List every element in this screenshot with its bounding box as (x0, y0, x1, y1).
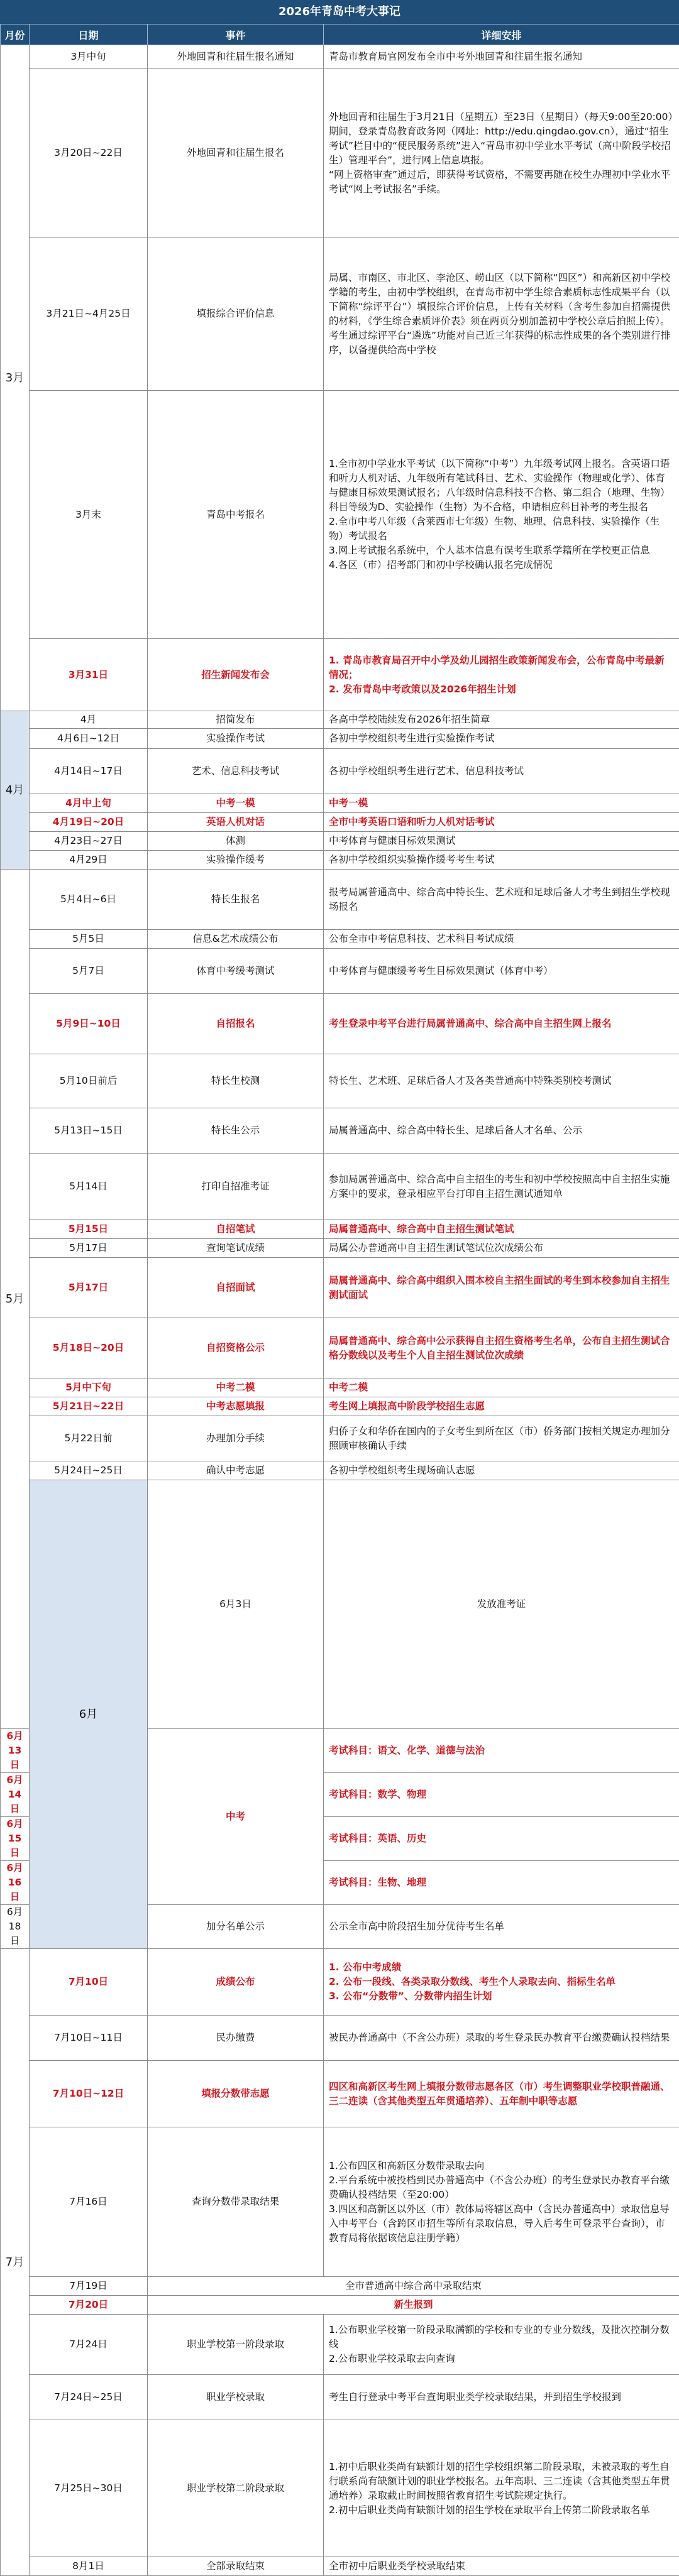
event-cell: 艺术、信息科技考试 (148, 749, 324, 794)
date-cell: 6月14日 (1, 1773, 30, 1817)
event-cell: 信息&艺术成绩公布 (148, 930, 324, 949)
event-cell: 填报综合评价信息 (148, 237, 324, 391)
detail-cell: 考生登录中考平台进行局属普通高中、综合高中自主招生网上报名 (324, 994, 679, 1054)
date-cell: 7月10日 (30, 1949, 148, 2016)
table-row (1, 2296, 679, 2315)
detail-cell: 各初中学校组织考生进行艺术、信息科技考试 (324, 749, 679, 794)
table-row (1, 749, 679, 794)
table-row (1, 1397, 679, 1416)
detail-cell: 1.公布四区和高新区分数带录取去向 2.平台系统中被投档到民办普通高中（不含公办班）的考生登录民办教育平台缴费确认投档结果（至20:00） 3.四区和高新区以外区（市）教体局将辖区高中（含民办普通高中）录取信息导入中考平台（含跨区市招生等所有录取信息，导入后考生可登录平台查询），市教育局将依据该信息注册学籍） (324, 2127, 679, 2277)
table-row (1, 1416, 679, 1461)
detail-cell: 考试科目：语文、化学、道德与法治 (324, 1729, 679, 1773)
date-cell: 3月中旬 (30, 45, 148, 69)
event-cell: 自招面试 (148, 1258, 324, 1318)
detail-cell: 四区和高新区考生网上填报分数带志愿各区（市）考生调整职业学校职普融通、三二连读（含其他类型五年贯通培养）、五年制中职等志愿 (324, 2061, 679, 2127)
event-cell: 加分名单公示 (148, 1905, 324, 1949)
detail-cell: 考试科目：生物、地理 (324, 1861, 679, 1905)
date-cell: 4月中上旬 (30, 794, 148, 813)
detail-cell: 1.初中后职业类尚有缺额计划的招生学校组织第二阶段录取，未被录取的考生自行联系尚有缺额计划的职业学校报名。五年高职、三二连读（含其他类型五年贯通培养）录取截止时间按照省教育招生考试院规定执行。 2.初中后职业类尚有缺额计划的招生学校在录取平台上传第二阶段录取名单 (324, 2420, 679, 2557)
event-cell: 职业学校录取 (148, 2375, 324, 2420)
date-cell: 3月20日~22日 (30, 69, 148, 237)
table-row (1, 930, 679, 949)
detail-cell: 考试科目：数学、物理 (324, 1773, 679, 1817)
event-cell: 办理加分手续 (148, 1416, 324, 1461)
date-cell: 4月23日~27日 (30, 832, 148, 851)
detail-cell: 中考体育与健康缓考考生目标效果测试（体育中考） (324, 949, 679, 994)
date-cell: 5月9日~10日 (30, 994, 148, 1054)
date-cell: 3月21日~4月25日 (30, 237, 148, 391)
detail-cell: 全市初中后职业类学校录取结束 (324, 2557, 679, 2576)
table-row (1, 69, 679, 237)
date-cell: 3月31日 (30, 639, 148, 711)
header-date: 日期 (30, 25, 148, 45)
date-cell: 7月10日~11日 (30, 2016, 148, 2061)
date-cell: 4月29日 (30, 851, 148, 870)
table-row (1, 711, 679, 729)
month-cell: 5月 (1, 870, 30, 1729)
date-cell: 4月6日~12日 (30, 729, 148, 749)
event-cell: 填报分数带志愿 (148, 2061, 324, 2127)
table-row (1, 1154, 679, 1220)
merged-cell: 全市普通高中综合高中录取结束 (148, 2277, 679, 2296)
table-row (1, 391, 679, 639)
event-cell-exam: 中考 (148, 1729, 324, 1905)
detail-cell: 局属普通高中、综合高中公示获得自主招生资格考生名单，公布自主招生测试合格分数线以及考生个人自主招生测试位次成绩 (324, 1318, 679, 1378)
event-cell: 发放准考证 (324, 1480, 679, 1729)
table-row (1, 45, 679, 69)
event-cell: 体育中考缓考测试 (148, 949, 324, 994)
event-cell: 民办缴费 (148, 2016, 324, 2061)
table-row (1, 237, 679, 391)
table-row (1, 794, 679, 813)
detail-cell: 1.全市初中学业水平考试（以下简称“中考”）九年级考试网上报名。含英语口语和听力人机对话、九年级所有笔试科目、艺术、实验操作（物理或化学）、体育与健康目标效果测试报名；八年级时信息科技不合格、第二组合（地理、生物）科目等级为D、实验操作（生物）为不合格，申请相应科目补考的考生报名 2.全市中考八年级（含莱西市七年级）生物、地理、信息科技、实验操作（生物）考试报名 3.网上考试报名系统中，个人基本信息有误考生联系学籍所在学校更正信息 4.各区（市）招考部门和初中学校确认报名完成情况 (324, 391, 679, 639)
event-cell: 职业学校第二阶段录取 (148, 2420, 324, 2557)
date-cell: 8月1日 (30, 2557, 148, 2576)
table-row (1, 813, 679, 832)
event-cell: 中考一模 (148, 794, 324, 813)
table-row (1, 2375, 679, 2420)
event-cell: 英语人机对话 (148, 813, 324, 832)
date-cell: 6月3日 (148, 1480, 324, 1729)
header-detail: 详细安排 (324, 25, 679, 45)
detail-cell: 各初中学校组织考生进行实验操作考试 (324, 729, 679, 749)
date-cell: 4月 (30, 711, 148, 729)
table-row (1, 1108, 679, 1154)
date-cell: 5月中下旬 (30, 1378, 148, 1397)
detail-cell: 各初中学校组织考生现场确认志愿 (324, 1461, 679, 1480)
date-cell: 5月5日 (30, 930, 148, 949)
detail-cell: 中考二模 (324, 1378, 679, 1397)
event-cell: 自招笔试 (148, 1220, 324, 1239)
detail-cell: 公示全市高中阶段招生加分优待考生名单 (324, 1905, 679, 1949)
date-cell: 5月13日~15日 (30, 1108, 148, 1154)
date-cell: 6月15日 (1, 1817, 30, 1861)
event-cell: 招简发布 (148, 711, 324, 729)
event-cell: 特长生报名 (148, 870, 324, 930)
table-row (1, 2315, 679, 2375)
event-cell: 打印自招准考证 (148, 1154, 324, 1220)
event-cell: 外地回青和往届生报名 (148, 69, 324, 237)
date-cell: 5月21日~22日 (30, 1397, 148, 1416)
table-row (1, 949, 679, 994)
table-row (1, 1378, 679, 1397)
detail-cell: 考试科目：英语、历史 (324, 1817, 679, 1861)
event-cell: 全部录取结束 (148, 2557, 324, 2576)
date-cell: 7月24日~25日 (30, 2375, 148, 2420)
detail-cell: 考生网上填报高中阶段学校招生志愿 (324, 1397, 679, 1416)
month-cell: 3月 (1, 45, 30, 711)
event-cell: 查询分数带录取结果 (148, 2127, 324, 2277)
date-cell: 7月20日 (30, 2296, 148, 2315)
event-cell: 查询笔试成绩 (148, 1239, 324, 1258)
detail-cell: 中考一模 (324, 794, 679, 813)
event-cell: 职业学校第一阶段录取 (148, 2315, 324, 2375)
table-row (1, 1239, 679, 1258)
table-row (1, 2127, 679, 2277)
detail-cell: 全市中考英语口语和听力人机对话考试 (324, 813, 679, 832)
table-row (1, 1258, 679, 1318)
table-row (1, 1054, 679, 1108)
table-row (1, 994, 679, 1054)
detail-cell: 被民办普通高中（不含公办班）录取的考生登录民办教育平台缴费确认投档结果 (324, 2016, 679, 2061)
table-row (1, 2061, 679, 2127)
date-cell: 6月13日 (1, 1729, 30, 1773)
date-cell: 5月15日 (30, 1220, 148, 1239)
event-cell: 中考志愿填报 (148, 1397, 324, 1416)
table-row (1, 2557, 679, 2576)
detail-cell: 中考体育与健康目标效果测试 (324, 832, 679, 851)
date-cell: 5月7日 (30, 949, 148, 994)
table-header-row (1, 25, 679, 45)
table-row (1, 1480, 679, 1729)
merged-cell: 新生报到 (148, 2296, 679, 2315)
table-row (1, 832, 679, 851)
event-cell: 外地回青和往届生报名通知 (148, 45, 324, 69)
schedule-table (0, 24, 679, 2576)
detail-cell: 参加局属普通高中、综合高中自主招生的考生和初中学校按照高中自主招生实施方案中的要求，登录相应平台打印自主招生测试通知单 (324, 1154, 679, 1220)
date-cell: 5月4日~6日 (30, 870, 148, 930)
detail-cell: 各高中学校陆续发布2026年招生简章 (324, 711, 679, 729)
event-cell: 青岛中考报名 (148, 391, 324, 639)
table-row (1, 1461, 679, 1480)
event-cell: 成绩公布 (148, 1949, 324, 2016)
detail-cell: 1.公布职业学校第一阶段录取满额的学校和专业的专业分数线，及批次控制分数线 2.公布职业学校录取去向查询 (324, 2315, 679, 2375)
date-cell: 7月16日 (30, 2127, 148, 2277)
date-cell: 5月10日前后 (30, 1054, 148, 1108)
table-row (1, 1220, 679, 1239)
detail-cell: 局属、市南区、市北区、李沧区、崂山区（以下简称“四区”）和高新区初中学校学籍的考生，由初中学校组织，在青岛市初中学生综合素质标志性成果平台（以下简称“综评平台”）填报综合评价信息，上传有关材料（含考生参加自招需提供的材料，《学生综合素质评价表》须在两页分别加盖初中学校公章后拍照上传）。考生通过综评平台“遴选”功能对自己近三年获得的标志性成果的各个类别进行排序，以备提供给高中学校 (324, 237, 679, 391)
date-cell: 5月18日~20日 (30, 1318, 148, 1378)
date-cell: 4月14日~17日 (30, 749, 148, 794)
header-month: 月份 (1, 25, 30, 45)
detail-cell: 1. 公布中考成绩 2. 公布一段线、各类录取分数线、考生个人录取去向、指标生名单 3. 公布“分数带”、分数带内招生计划 (324, 1949, 679, 2016)
table-row (1, 2420, 679, 2557)
detail-cell: 特长生、艺术班、足球后备人才及各类普通高中特殊类别校考测试 (324, 1054, 679, 1108)
date-cell: 7月25日~30日 (30, 2420, 148, 2557)
date-cell: 5月24日~25日 (30, 1461, 148, 1480)
event-cell: 特长生公示 (148, 1108, 324, 1154)
table-row (1, 2277, 679, 2296)
detail-cell: 外地回青和往届生于3月21日（星期五）至23日（星期日）（每天9:00至20:00）期间，登录青岛教育政务网（网址：http://edu.qingdao.gov.cn），通过“招生考试”栏目中的“便民服务系统”进入“青岛市初中学业水平考试（高中阶段学校招生）管理平台”，进行网上信息填报。 “网上资格审查”通过后，即获得考试资格，不需要再随在校生办理初中学业水平考试“网上考试报名”手续。 (324, 69, 679, 237)
event-cell: 自招资格公示 (148, 1318, 324, 1378)
event-cell: 自招报名 (148, 994, 324, 1054)
date-cell: 6月16日 (1, 1861, 30, 1905)
detail-cell: 报考局属普通高中、综合高中特长生、艺术班和足球后备人才考生到招生学校现场报名 (324, 870, 679, 930)
date-cell: 5月22日前 (30, 1416, 148, 1461)
month-cell: 7月 (1, 1949, 30, 2576)
detail-cell: 局属普通高中、综合高中组织入围本校自主招生面试的考生到本校参加自主招生测试面试 (324, 1258, 679, 1318)
detail-cell: 各初中学校组织实验操作缓考考生考试 (324, 851, 679, 870)
table-row (1, 870, 679, 930)
date-cell: 3月末 (30, 391, 148, 639)
detail-cell: 公布全市中考信息科技、艺术科目考试成绩 (324, 930, 679, 949)
date-cell: 6月18日 (1, 1905, 30, 1949)
date-cell: 5月17日 (30, 1258, 148, 1318)
event-cell: 招生新闻发布会 (148, 639, 324, 711)
detail-cell: 局属公办普通高中自主招生测试笔试位次成绩公布 (324, 1239, 679, 1258)
event-cell: 实验操作考试 (148, 729, 324, 749)
event-cell: 中考二模 (148, 1378, 324, 1397)
event-cell: 特长生校测 (148, 1054, 324, 1108)
date-cell: 5月14日 (30, 1154, 148, 1220)
event-cell: 体测 (148, 832, 324, 851)
event-cell: 实验操作缓考 (148, 851, 324, 870)
header-event: 事件 (148, 25, 324, 45)
date-cell: 5月17日 (30, 1239, 148, 1258)
table-row (1, 1318, 679, 1378)
table-row (1, 851, 679, 870)
month-cell: 6月 (30, 1480, 148, 1949)
detail-cell: 局属普通高中、综合高中自主招生测试笔试 (324, 1220, 679, 1239)
date-cell: 4月19日~20日 (30, 813, 148, 832)
table-row (1, 1949, 679, 2016)
table-row (1, 639, 679, 711)
date-cell: 7月19日 (30, 2277, 148, 2296)
page-title: 2026年青岛中考大事记 (0, 0, 679, 24)
event-cell: 确认中考志愿 (148, 1461, 324, 1480)
detail-cell: 归侨子女和华侨在国内的子女考生到所在区（市）侨务部门按相关规定办理加分照顾审核确认手续 (324, 1416, 679, 1461)
month-cell: 4月 (1, 711, 30, 870)
detail-cell: 青岛市教育局官网发布全市中考外地回青和往届生报名通知 (324, 45, 679, 69)
date-cell: 7月24日 (30, 2315, 148, 2375)
table-row (1, 729, 679, 749)
detail-cell: 1. 青岛市教育局召开中小学及幼儿园招生政策新闻发布会，公布青岛中考最新情况； 2. 发布青岛中考政策以及2026年招生计划 (324, 639, 679, 711)
detail-cell: 考生自行登录中考平台查询职业类学校录取结果，并到招生学校报到 (324, 2375, 679, 2420)
date-cell: 7月10日~12日 (30, 2061, 148, 2127)
table-row (1, 2016, 679, 2061)
detail-cell: 局属普通高中、综合高中特长生、足球后备人才名单、公示 (324, 1108, 679, 1154)
